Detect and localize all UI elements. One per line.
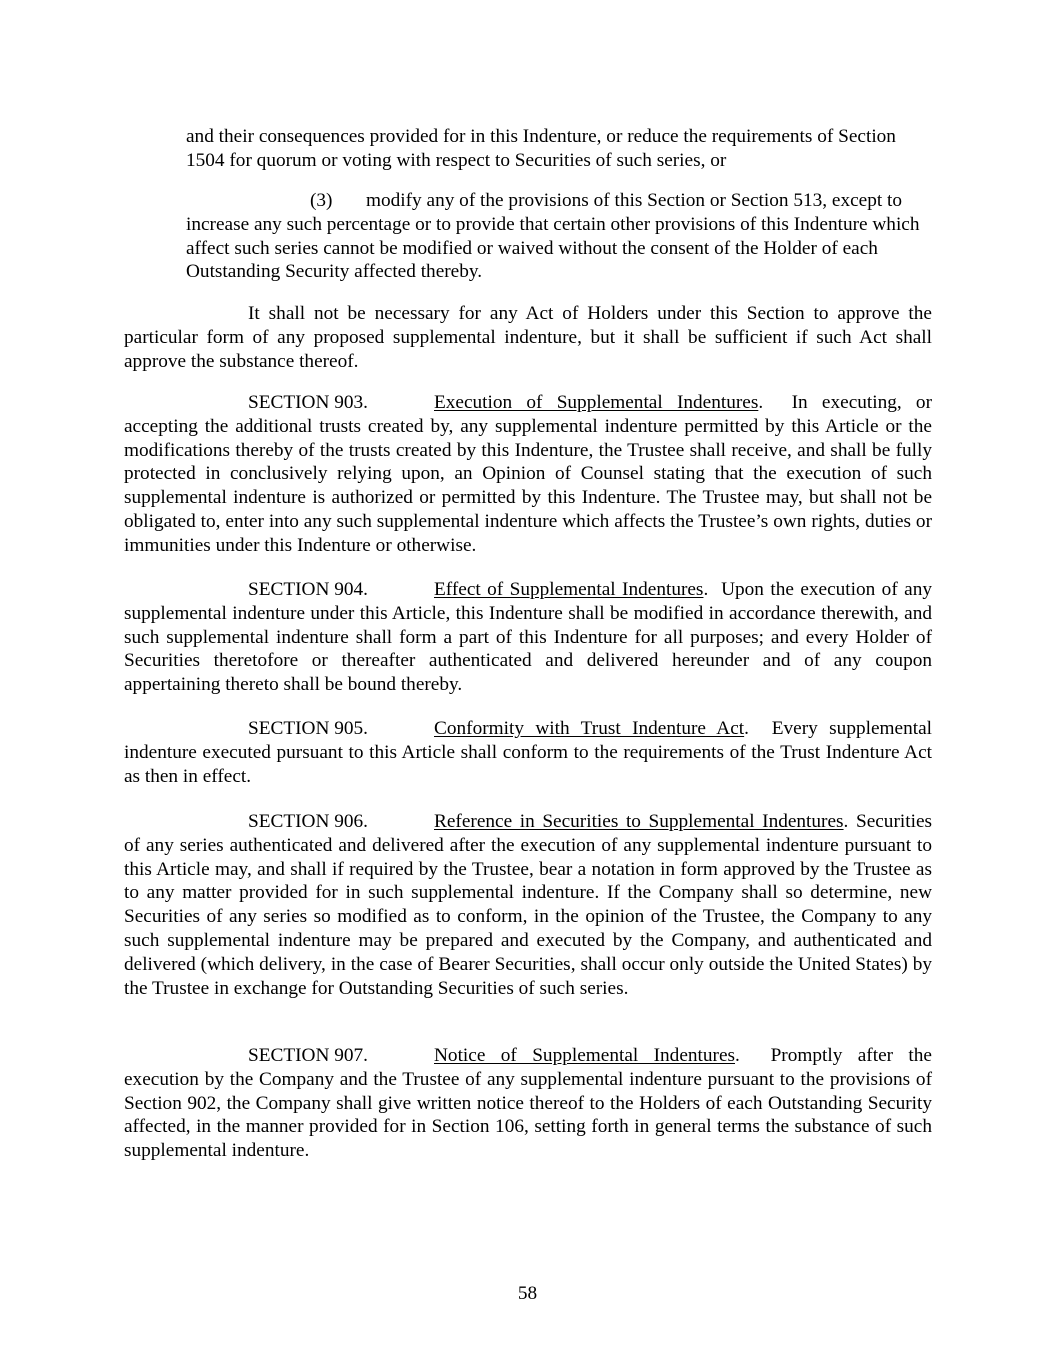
- section-905-title: Conformity with Trust Indenture Act: [434, 718, 745, 739]
- section-903-paragraph: SECTION 903. Execution of Supplemental Indentures. In executing, or accepting the additional trusts created by, any supplemental indenture permitted by this Article or the modifications thereby of the trusts created by this Indenture, the Trustee shall receive, and shall be fully protected in conclusively relying upon, an Opinion of Counsel stating that the execution of such supplemental indenture is authorized or permitted by this Indenture. The Trustee may, but shall not be obligated to, enter into any such supplemental indenture which affects the Trustee’s own rights, duties or immunities under this Indenture or otherwise.: [124, 392, 932, 556]
- item-3-text: modify any of the provisions of this Section or Section 513, except to increase any such percentage or to provide that certain other provisions of this Indenture which affect such series cannot be modified or waived without the consent of the Holder of each Outstanding Security affected thereby.: [186, 190, 920, 283]
- section-903-title: Execution of Supplemental Indentures: [434, 392, 759, 413]
- section-907-text: Promptly after the execution by the Company and the Trustee of any supplemental indenture pursuant to the provisions of Section 902, the Company shall give written notice thereof to the Holders of each Outstanding Security affected, in the manner provided for in Section 106, setting forth in general terms the substance of such supplemental indenture.: [124, 1045, 932, 1162]
- item-3-number: (3): [310, 190, 333, 211]
- section-904-number: SECTION 904.: [248, 579, 368, 600]
- section-904-text: Upon the execution of any supplemental indenture under this Article, this Indenture shall be modified in accordance therewith, and such supplemental indenture shall form a part of this Indenture for all purposes; and every Holder of Securities theretofore or thereafter authenticated and delivered hereunder and of any coupon appertaining thereto shall be bound thereby.: [124, 579, 932, 696]
- section-906-text: Securities of any series authenticated and delivered after the execution of any supplemental indenture pursuant to this Article may, and shall if required by the Trustee, bear a notation in form approved by the Trustee as to any matter provided for in such supplemental indenture. If the Company shall so determine, new Securities of any series so modified as to conform, in the opinion of the Trustee, the Company to any such supplemental indenture may be prepared and executed by the Company, and authenticated and delivered (which delivery, in the case of Bearer Securities, shall occur only outside the United States) by the Trustee in exchange for Outstanding Securities of such series.: [124, 811, 933, 999]
- section-906-number: SECTION 906.: [248, 811, 368, 832]
- section-907-paragraph: SECTION 907. Notice of Supplemental Indentures. Promptly after the execution by the Company and the Trustee of any supplemental indenture pursuant to the provisions of Section 902, the Company shall give written notice thereof to the Holders of each Outstanding Security affected, in the manner provided for in Section 106, setting forth in general terms the substance of such supplemental indenture.: [124, 1045, 932, 1162]
- section-904-title: Effect of Supplemental Indentures: [434, 579, 704, 600]
- page-number: 58: [517, 1283, 538, 1304]
- continuation-text: and their consequences provided for in this Indenture, or reduce the requirements of Section 1504 for quorum or voting with respect to Securities of such series, or: [186, 126, 896, 171]
- section-907-title: Notice of Supplemental Indentures: [434, 1045, 735, 1066]
- section-907-number: SECTION 907.: [248, 1045, 368, 1066]
- section-906-paragraph: SECTION 906. Reference in Securities to Supplemental Indentures. Securities of any series authenticated and delivered after the execution of any supplemental indenture pursuant to this Article may, and shall if required by the Trustee, bear a notation in form approved by the Trustee as to any matter provided for in such supplemental indenture. If the Company shall so determine, new Securities of any series so modified as to conform, in the opinion of the Trustee, the Company to any such supplemental indenture may be prepared and executed by the Company, and authenticated and delivered (which delivery, in the case of Bearer Securities, shall occur only outside the United States) by the Trustee in exchange for Outstanding Securities of such series.: [124, 811, 933, 999]
- section-905-text: Every supplemental indenture executed pursuant to this Article shall conform to the requirements of the Trust Indenture Act as then in effect.: [124, 718, 932, 787]
- item-3-lead: [186, 189, 366, 213]
- section-904-paragraph: SECTION 904. Effect of Supplemental Indentures. Upon the execution of any supplemental indenture under this Article, this Indenture shall be modified in accordance therewith, and such supplemental indenture shall form a part of this Indenture for all purposes; and every Holder of Securities theretofore or thereafter authenticated and delivered hereunder and of any coupon appertaining thereto shall be bound thereby.: [124, 579, 932, 696]
- section-905-paragraph: SECTION 905. Conformity with Trust Indenture Act. Every supplemental indenture executed pursuant to this Article shall conform to the requirements of the Trust Indenture Act as then in effect.: [124, 718, 932, 787]
- act-of-holders-paragraph: [124, 302, 932, 373]
- section-905-number: SECTION 905.: [248, 718, 368, 739]
- section-903-text: In executing, or accepting the additional trusts created by, any supplemental indenture permitted by this Article or the modifications thereby of the trusts created by this Indenture, the Trustee shall receive, and shall be fully protected in conclusively relying upon, an Opinion of Counsel stating that the execution of such supplemental indenture is authorized or permitted by this Indenture. The Trustee may, but shall not be obligated to, enter into any such supplemental indenture which affects the Trustee’s own rights, duties or immunities under this Indenture or otherwise.: [124, 392, 932, 556]
- act-of-holders-text: It shall not be necessary for any Act of Holders under this Section to approve the particular form of any proposed supplemental indenture, but it shall be sufficient if such Act shall approve the substance thereof.: [124, 303, 932, 372]
- section-903-number: SECTION 903.: [248, 392, 368, 413]
- item-3-paragraph: [186, 189, 934, 284]
- continuation-paragraph: [186, 125, 934, 173]
- section-906-title: Reference in Securities to Supplemental Indentures: [434, 811, 844, 832]
